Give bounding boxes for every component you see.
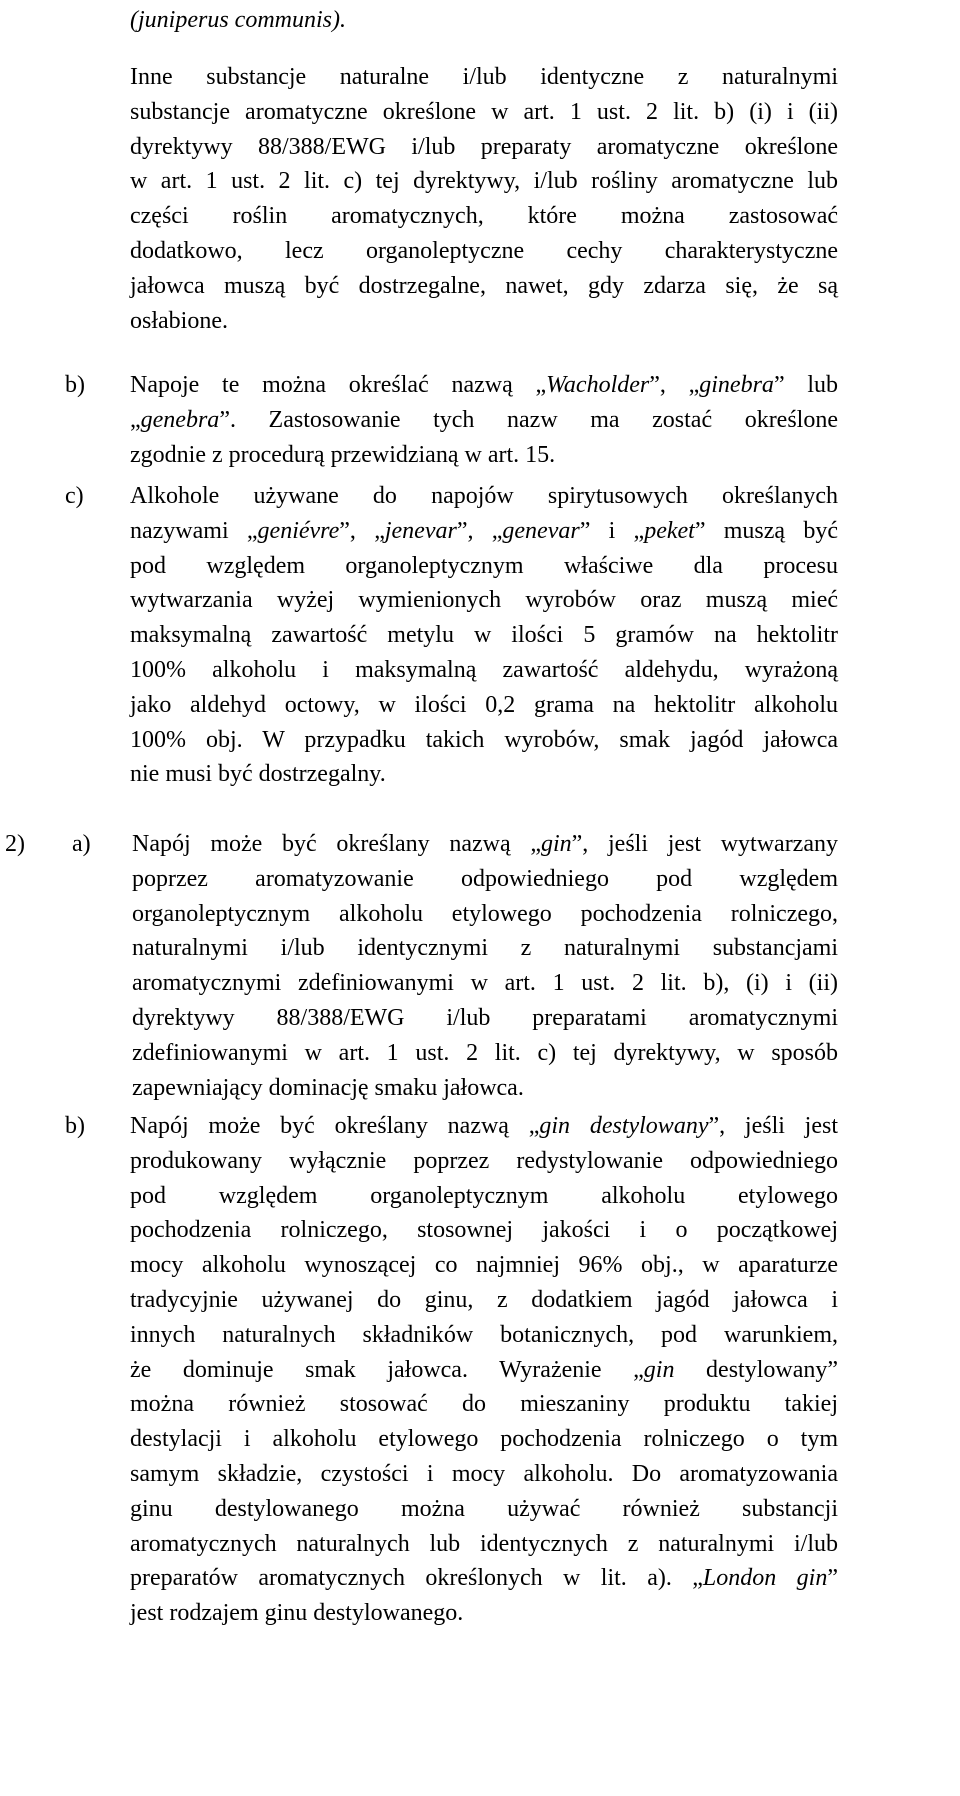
text-line: Napój może być określany nazwą „gin”, jeśli jest wytwarzany bbox=[132, 831, 838, 857]
term-london-gin: London gin bbox=[702, 1565, 828, 1592]
item-label-b2: b) bbox=[65, 1113, 85, 1139]
text-line: aromatycznych naturalnych lub identycznych z naturalnymi i/lub bbox=[130, 1530, 838, 1557]
term-genievre: geniévre bbox=[257, 517, 340, 544]
text-line: pod względem organoleptycznym alkoholu etylowego bbox=[130, 1182, 838, 1209]
text-line: można również stosować do mieszaniny produktu takiej bbox=[130, 1391, 838, 1418]
text-line: aromatycznymi zdefiniowanymi w art. 1 ust. 2 lit. b), (i) i (ii) bbox=[132, 970, 838, 997]
text-line: części roślin aromatycznych, które można zastosować bbox=[130, 203, 838, 230]
item-number-2: 2) bbox=[5, 831, 25, 857]
text-line: produkowany wyłącznie poprzez redystylowanie odpowiedniego bbox=[130, 1147, 838, 1174]
text-line: Napój może być określany nazwą „gin destylowany”, jeśli jest bbox=[130, 1113, 839, 1139]
item-1c-text bbox=[130, 479, 838, 792]
item-2b-text bbox=[130, 1109, 838, 1631]
text-line: jest rodzajem ginu destylowanego. bbox=[130, 1600, 464, 1627]
text-line: mocy alkoholu wynoszącej co najmniej 96% obj., w aparaturze bbox=[130, 1252, 838, 1279]
text-line: dyrektywy 88/388/EWG i/lub preparaty aromatyczne określone bbox=[130, 133, 838, 160]
continuation-text bbox=[130, 3, 830, 38]
latin-name: (juniperus communis). bbox=[130, 7, 346, 33]
text-line: nazywami „geniévre”, „jenevar”, „genevar” i „peket” muszą być bbox=[130, 517, 838, 544]
text-line: pod względem organoleptycznym właściwe dla procesu bbox=[130, 552, 838, 579]
text-line: substancje aromatyczne określone w art. 1 ust. 2 lit. b) (i) i (ii) bbox=[130, 98, 838, 125]
term-gin: gin bbox=[540, 831, 572, 857]
term-wacholder: Wacholder bbox=[546, 372, 650, 398]
text-line: poprzez aromatyzowanie odpowiedniego pod względem bbox=[132, 865, 838, 892]
text-line: osłabione. bbox=[130, 307, 228, 334]
text-line: naturalnymi i/lub identycznymi z naturalnymi substancjami bbox=[132, 935, 838, 962]
text-line: 100% alkoholu i maksymalną zawartość aldehydu, wyrażoną bbox=[130, 656, 838, 683]
text-line: jako aldehyd octowy, w ilości 0,2 grama na hektolitr alkoholu bbox=[130, 691, 838, 718]
item-label-a: a) bbox=[72, 831, 91, 857]
item-label-b: b) bbox=[65, 372, 85, 398]
item-1b-text bbox=[130, 368, 838, 472]
text-line: innych naturalnych składników botanicznych, pod warunkiem, bbox=[130, 1321, 838, 1348]
text-line: wytwarzania wyżej wymienionych wyrobów oraz muszą mieć bbox=[130, 587, 838, 614]
term-gin-2: gin bbox=[643, 1356, 675, 1383]
text-line: ginu destylowanego można używać również substancji bbox=[130, 1495, 838, 1522]
text-line: w art. 1 ust. 2 lit. c) tej dyrektywy, i/lub rośliny aromatyczne lub bbox=[130, 168, 838, 195]
text-line: „genebra”. Zastosowanie tych nazw ma zostać określone bbox=[130, 406, 838, 433]
item-2a-text bbox=[132, 827, 838, 1105]
text-line: samym składzie, czystości i mocy alkoholu. Do aromatyzowania bbox=[130, 1460, 838, 1487]
item-label-c: c) bbox=[65, 483, 84, 509]
text-line: dyrektywy 88/388/EWG i/lub preparatami aromatycznymi bbox=[132, 1004, 838, 1031]
text-line: jałowca muszą być dostrzegalne, nawet, gdy zdarza się, że są bbox=[130, 272, 838, 299]
text-line: nie musi być dostrzegalny. bbox=[130, 761, 386, 788]
text-line: Alkohole używane do napojów spirytusowych określanych bbox=[130, 483, 838, 509]
term-jenevar: jenevar bbox=[384, 517, 457, 544]
term-peket: peket bbox=[644, 517, 695, 544]
text-line: Napoje te można określać nazwą „Wacholder”, „ginebra” lub bbox=[130, 372, 838, 398]
text-line: preparatów aromatycznych określonych w lit. a). „London gin” bbox=[130, 1565, 839, 1592]
text-line: 100% obj. W przypadku takich wyrobów, smak jagód jałowca bbox=[130, 726, 838, 753]
text-line: organoleptycznym alkoholu etylowego pochodzenia rolniczego, bbox=[132, 900, 838, 927]
text-line: destylacji i alkoholu etylowego pochodzenia rolniczego o tym bbox=[130, 1426, 838, 1453]
term-genevar: genevar bbox=[502, 517, 580, 544]
text-line: zgodnie z procedurą przewidzianą w art. 15. bbox=[130, 441, 556, 468]
text-line: że dominuje smak jałowca. Wyrażenie „gin destylowany” bbox=[130, 1356, 839, 1383]
text-line: pochodzenia rolniczego, stosownej jakości i o początkowej bbox=[130, 1217, 838, 1244]
text-line: dodatkowo, lecz organoleptyczne cechy charakterystyczne bbox=[130, 237, 838, 264]
text-line: maksymalną zawartość metylu w ilości 5 gramów na hektolitr bbox=[130, 622, 838, 649]
text-line: tradycyjnie używanej do ginu, z dodatkiem jagód jałowca i bbox=[130, 1286, 838, 1313]
term-gin-destylowany: gin destylowany bbox=[539, 1113, 709, 1139]
text-line: Inne substancje naturalne i/lub identyczne z naturalnymi bbox=[130, 64, 838, 90]
text-line: zapewniający dominację smaku jałowca. bbox=[132, 1074, 524, 1101]
term-ginebra: ginebra bbox=[699, 372, 774, 398]
term-genebra: genebra bbox=[140, 406, 220, 433]
text-line: zdefiniowanymi w art. 1 ust. 2 lit. c) tej dyrektywy, w sposób bbox=[132, 1039, 838, 1066]
paragraph-other-substances bbox=[130, 60, 838, 338]
